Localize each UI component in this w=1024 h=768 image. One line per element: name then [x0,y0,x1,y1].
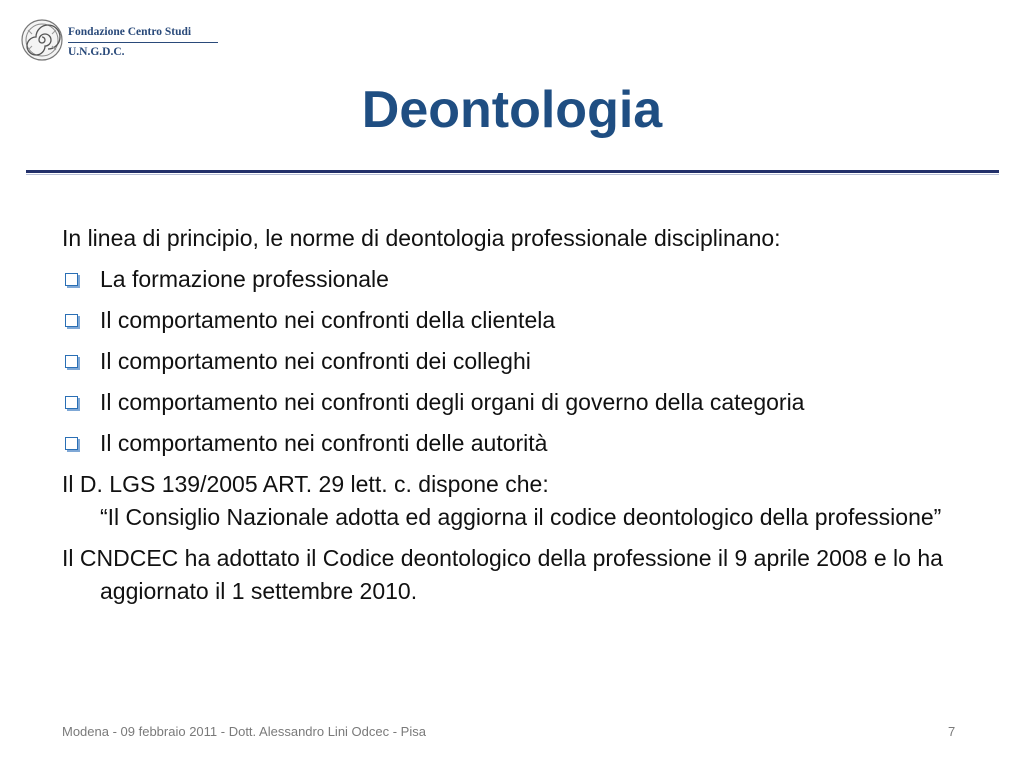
bullet-text: Il comportamento nei confronti delle autorità [100,430,548,456]
checkbox-bullet-icon [65,314,78,327]
intro-text: In linea di principio, le norme di deontologia professionale disciplinano: [62,225,781,251]
bullet-item [62,304,962,337]
checkbox-bullet-icon [65,396,78,409]
closing-paragraph: Il CNDCEC ha adottato il Codice deontologico della professione il 9 aprile 2008 e lo ha aggiornato il 1 settembre 2010. [62,545,943,604]
bullet-item [62,263,962,296]
logo [20,16,230,72]
bullet-text: La formazione professionale [100,266,389,292]
bullet-item [62,427,962,460]
footer-text: Modena - 09 febbraio 2011 - Dott. Alessandro Lini Odcec - Pisa [62,724,426,739]
slide-title: Deontologia [361,81,663,139]
law-quote: “Il Consiglio Nazionale adotta ed aggiorna il codice deontologico della professione” [100,504,942,530]
title-divider [26,170,999,173]
checkbox-bullet-icon [65,355,78,368]
bullet-text: Il comportamento nei confronti della clientela [100,307,556,333]
logo-divider [68,42,218,43]
page-number: 7 [948,724,956,739]
logo-organization-name: Fondazione Centro Studi [68,26,192,38]
law-paragraph [62,468,962,534]
law-intro: Il D. LGS 139/2005 ART. 29 lett. c. dispone che: [62,471,549,497]
bullet-item [62,386,962,419]
checkbox-bullet-icon [65,437,78,450]
bullet-text: Il comportamento nei confronti degli organi di governo della categoria [100,389,805,415]
spiral-emblem-icon [20,16,68,64]
logo-acronym: U.N.G.D.C. [68,46,125,58]
slide-body [62,222,962,616]
checkbox-bullet-icon [65,273,78,286]
bullet-item [62,345,962,378]
bullet-text: Il comportamento nei confronti dei colleghi [100,348,531,374]
title-divider-shadow [26,174,999,175]
